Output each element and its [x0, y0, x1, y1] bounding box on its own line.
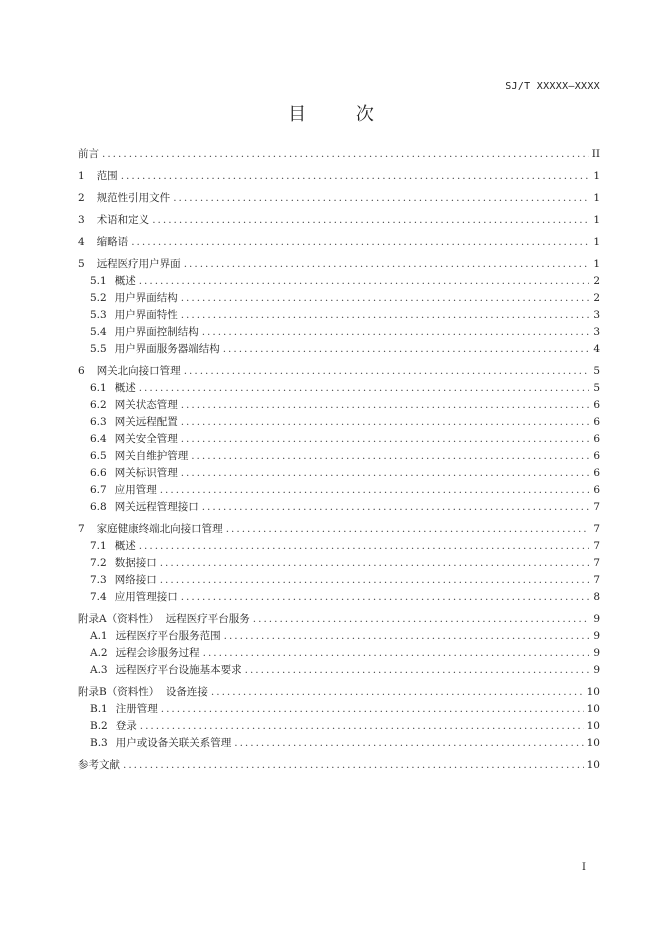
toc-entry[interactable] [78, 448, 600, 465]
toc-leader-dots [245, 662, 589, 679]
toc-entry-page: 3 [593, 326, 600, 338]
toc-entry-label: 远程医疗平台服务范围 [115, 630, 221, 642]
toc-entry-number: 4 [78, 236, 85, 248]
toc-leader-dots [226, 521, 589, 538]
toc-entry-number: 6.6 [90, 467, 107, 479]
toc-entry-label: 家庭健康终端北向接口管理 [96, 523, 223, 535]
toc-entry-label: 用户界面结构 [114, 292, 178, 304]
toc-entry-page: 6 [593, 484, 600, 496]
toc-leader-dots [181, 431, 589, 448]
toc-entry-page: 6 [593, 416, 600, 428]
toc-leader-dots [131, 234, 589, 251]
toc-entry-page: 5 [593, 365, 600, 377]
toc-entry-label: 概述 [114, 540, 136, 552]
toc-entry-page: 1 [593, 214, 600, 226]
table-of-contents [78, 146, 600, 774]
toc-entry-number: 6.1 [90, 382, 107, 394]
toc-entry-page: 6 [593, 467, 600, 479]
toc-leader-dots [203, 645, 589, 662]
toc-entry-page: 6 [593, 399, 600, 411]
toc-entry-number: 6.3 [90, 416, 107, 428]
toc-entry-label: 注册管理 [115, 703, 158, 715]
toc-entry-number: 7.4 [90, 591, 107, 603]
toc-entry-page: 10 [586, 720, 600, 732]
toc-leader-dots [184, 256, 589, 273]
toc-entry[interactable] [78, 212, 600, 229]
toc-entry-page: 7 [593, 523, 600, 535]
toc-entry-number: 6 [78, 365, 85, 377]
toc-leader-dots [139, 538, 589, 555]
toc-entry-label: 参考文献 [78, 759, 120, 771]
toc-entry-label: 网关安全管理 [114, 433, 178, 445]
toc-entry-number: 6.7 [90, 484, 107, 496]
toc-entry-number: B.1 [90, 703, 108, 715]
toc-entry-label: 数据接口 [114, 557, 157, 569]
toc-entry-page: 10 [586, 703, 600, 715]
toc-leader-dots [202, 499, 589, 516]
toc-entry[interactable] [78, 628, 600, 645]
toc-entry[interactable] [78, 290, 600, 307]
toc-leader-dots [211, 684, 584, 701]
toc-entry-page: 10 [586, 737, 600, 749]
toc-entry[interactable] [78, 397, 600, 414]
toc-entry-number: A.1 [90, 630, 108, 642]
toc-entry-number: 5 [78, 258, 85, 270]
toc-entry[interactable] [78, 521, 600, 538]
toc-entry-label: 应用管理 [114, 484, 157, 496]
toc-leader-dots [139, 273, 589, 290]
toc-entry[interactable] [78, 168, 600, 185]
toc-entry-label: 网关北向接口管理 [96, 365, 181, 377]
toc-entry-page: II [591, 148, 600, 160]
toc-leader-dots [181, 414, 589, 431]
toc-entry-page: 9 [593, 613, 600, 625]
toc-entry[interactable] [78, 572, 600, 589]
toc-leader-dots [191, 448, 589, 465]
toc-leader-dots [184, 363, 589, 380]
toc-leader-dots [224, 628, 589, 645]
toc-entry-number: 5.4 [90, 326, 107, 338]
toc-entry-page: 1 [593, 192, 600, 204]
toc-entry-number: A.3 [90, 664, 108, 676]
toc-entry-number: 7.1 [90, 540, 107, 552]
toc-entry-page: 10 [586, 759, 600, 771]
toc-entry[interactable] [78, 273, 600, 290]
toc-entry-label: 用户界面特性 [114, 309, 178, 321]
toc-entry-number: 6.5 [90, 450, 107, 462]
toc-entry-page: 4 [593, 343, 600, 355]
toc-entry[interactable] [78, 701, 600, 718]
toc-entry-page: 1 [593, 236, 600, 248]
toc-entry-page: 5 [593, 382, 600, 394]
toc-entry[interactable] [78, 341, 600, 358]
toc-entry[interactable] [78, 380, 600, 397]
toc-entry-page: 6 [593, 433, 600, 445]
toc-entry[interactable] [78, 324, 600, 341]
toc-entry-number: 1 [78, 170, 85, 182]
toc-entry-label: 概述 [114, 382, 136, 394]
toc-entry-label: 缩略语 [96, 236, 129, 248]
toc-entry[interactable] [78, 307, 600, 324]
page-title: 目 次 [288, 104, 396, 125]
page-number: I [582, 862, 586, 873]
toc-leader-dots [121, 168, 589, 185]
toc-entry-number: 6.2 [90, 399, 107, 411]
toc-entry-number: 3 [78, 214, 85, 226]
toc-leader-dots [161, 701, 584, 718]
toc-leader-dots [160, 555, 589, 572]
toc-entry[interactable] [78, 234, 600, 251]
toc-entry[interactable] [78, 146, 600, 163]
toc-entry-number: 5.3 [90, 309, 107, 321]
toc-leader-dots [253, 611, 589, 628]
toc-entry-label: 登录 [115, 720, 137, 732]
toc-entry-page: 8 [593, 591, 600, 603]
toc-entry-page: 9 [593, 664, 600, 676]
toc-entry-label: 网关状态管理 [114, 399, 178, 411]
toc-entry[interactable] [78, 611, 600, 628]
toc-entry-label: 网关标识管理 [114, 467, 178, 479]
toc-entry-label: 应用管理接口 [114, 591, 178, 603]
toc-leader-dots [152, 212, 589, 229]
toc-entry-number: 2 [78, 192, 85, 204]
toc-entry[interactable] [78, 589, 600, 606]
toc-entry-number: 5.1 [90, 275, 107, 287]
toc-leader-dots [123, 757, 584, 774]
toc-entry[interactable] [78, 645, 600, 662]
toc-entry-number: B.2 [90, 720, 108, 732]
toc-entry-label: 附录A（资料性） 远程医疗平台服务 [78, 613, 250, 625]
toc-entry-number: 7.3 [90, 574, 107, 586]
toc-entry-label: 附录B（资料性） 设备连接 [78, 686, 208, 698]
toc-leader-dots [181, 589, 589, 606]
toc-leader-dots [223, 341, 589, 358]
toc-entry[interactable] [78, 757, 600, 774]
toc-entry-label: 范围 [96, 170, 118, 182]
toc-entry[interactable] [78, 482, 600, 499]
toc-entry[interactable] [78, 555, 600, 572]
toc-entry-label: 远程医疗用户界面 [96, 258, 181, 270]
toc-entry[interactable] [78, 718, 600, 735]
toc-entry[interactable] [78, 465, 600, 482]
toc-entry-page: 2 [593, 275, 600, 287]
toc-leader-dots [140, 718, 584, 735]
toc-entry-label: 用户界面服务器端结构 [114, 343, 220, 355]
toc-entry-label: 网络接口 [114, 574, 157, 586]
toc-leader-dots [181, 465, 589, 482]
toc-entry[interactable] [78, 190, 600, 207]
toc-entry-page: 7 [593, 501, 600, 513]
toc-entry[interactable] [78, 662, 600, 679]
toc-entry[interactable] [78, 538, 600, 555]
toc-leader-dots [181, 290, 589, 307]
toc-leader-dots [160, 482, 589, 499]
toc-leader-dots [181, 307, 589, 324]
toc-entry-page: 9 [593, 630, 600, 642]
toc-entry-number: A.2 [90, 647, 108, 659]
toc-leader-dots [173, 190, 589, 207]
toc-entry[interactable] [78, 414, 600, 431]
toc-entry-page: 7 [593, 557, 600, 569]
toc-entry-label: 网关远程配置 [114, 416, 178, 428]
toc-entry-label: 前言 [78, 148, 99, 160]
toc-entry-page: 7 [593, 574, 600, 586]
toc-entry-number: 5.5 [90, 343, 107, 355]
toc-entry-number: 6.8 [90, 501, 107, 513]
standard-code: SJ/T XXXXX—XXXX [505, 81, 600, 92]
toc-entry-number: 6.4 [90, 433, 107, 445]
toc-entry-label: 远程医疗平台设施基本要求 [115, 664, 242, 676]
toc-entry-page: 2 [593, 292, 600, 304]
toc-entry[interactable] [78, 431, 600, 448]
toc-leader-dots [139, 380, 589, 397]
toc-entry-label: 术语和定义 [96, 214, 150, 226]
toc-entry[interactable] [78, 499, 600, 516]
toc-entry-label: 用户或设备关联关系管理 [115, 737, 232, 749]
toc-entry-page: 3 [593, 309, 600, 321]
toc-entry-number: B.3 [90, 737, 108, 749]
toc-entry[interactable] [78, 684, 600, 701]
toc-entry-page: 9 [593, 647, 600, 659]
toc-entry[interactable] [78, 363, 600, 380]
toc-entry-page: 7 [593, 540, 600, 552]
toc-entry-page: 1 [593, 258, 600, 270]
toc-leader-dots [234, 735, 583, 752]
toc-entry[interactable] [78, 256, 600, 273]
toc-leader-dots [160, 572, 589, 589]
toc-leader-dots [202, 324, 589, 341]
toc-entry-number: 7 [78, 523, 85, 535]
toc-leader-dots [102, 146, 589, 163]
toc-entry-page: 10 [586, 686, 600, 698]
toc-entry[interactable] [78, 735, 600, 752]
toc-entry-label: 网关自维护管理 [114, 450, 189, 462]
toc-entry-label: 远程会诊服务过程 [115, 647, 200, 659]
toc-entry-page: 1 [593, 170, 600, 182]
toc-entry-page: 6 [593, 450, 600, 462]
toc-entry-label: 概述 [114, 275, 136, 287]
toc-entry-number: 7.2 [90, 557, 107, 569]
toc-entry-label: 用户界面控制结构 [114, 326, 199, 338]
toc-entry-label: 规范性引用文件 [96, 192, 171, 204]
toc-leader-dots [181, 397, 589, 414]
toc-entry-label: 网关远程管理接口 [114, 501, 199, 513]
toc-entry-number: 5.2 [90, 292, 107, 304]
